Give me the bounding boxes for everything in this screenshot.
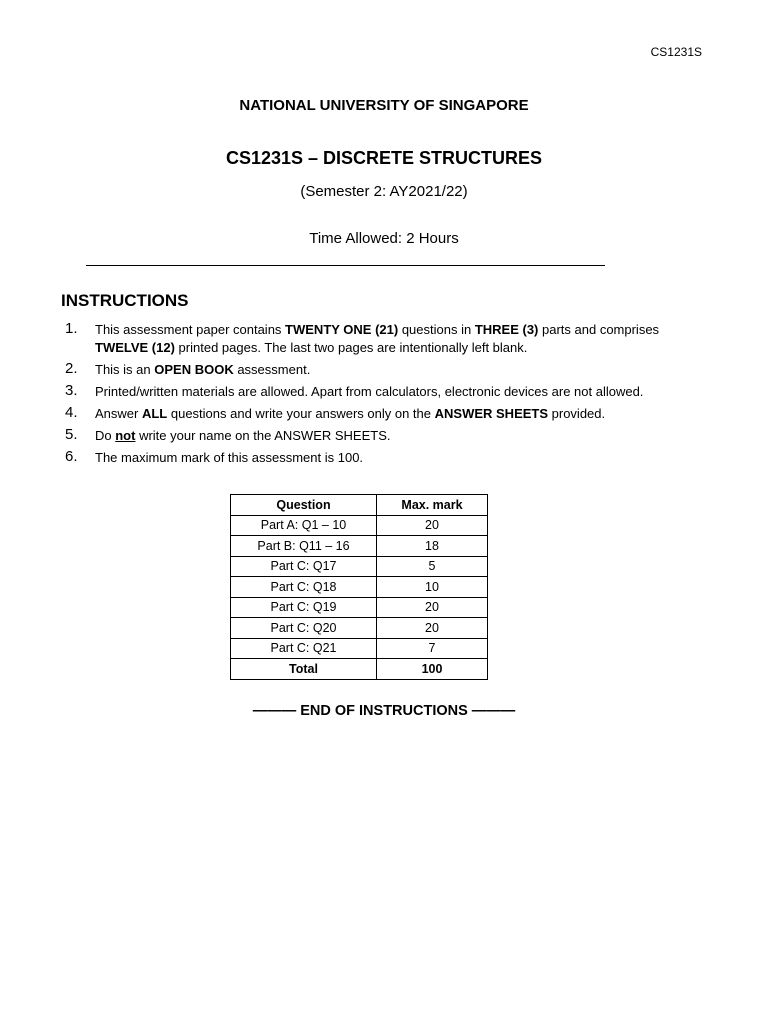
instruction-text: not bbox=[115, 428, 136, 443]
table-row bbox=[231, 618, 488, 639]
question-cell: Part B: Q11 – 16 bbox=[231, 536, 377, 557]
instruction-item bbox=[62, 321, 712, 357]
instruction-text: printed pages. The last two pages are intentionally left blank. bbox=[174, 340, 528, 355]
end-of-instructions: ——— END OF INSTRUCTIONS ——— bbox=[252, 703, 516, 719]
time-allowed: Time Allowed: 2 Hours bbox=[309, 230, 459, 247]
instruction-item bbox=[62, 361, 712, 379]
table-total-row bbox=[231, 659, 488, 680]
table-row bbox=[231, 638, 488, 659]
table-row bbox=[231, 515, 488, 536]
instruction-text: This assessment paper contains bbox=[95, 322, 286, 337]
instruction-text: assessment. bbox=[233, 362, 311, 377]
instruction-text: The maximum mark of this assessment is 100. bbox=[95, 450, 364, 465]
instruction-text: questions in bbox=[398, 322, 475, 337]
instruction-text: provided. bbox=[548, 406, 606, 421]
semester-info: (Semester 2: AY2021/22) bbox=[300, 183, 468, 200]
instruction-text: Printed/written materials are allowed. Apart from calculators, electronic devices are not allowed. bbox=[95, 384, 644, 399]
question-cell: Part C: Q18 bbox=[231, 577, 377, 598]
mark-cell: 5 bbox=[377, 556, 488, 577]
total-label-cell: Total bbox=[231, 659, 377, 680]
table-row bbox=[231, 597, 488, 618]
instructions-heading: INSTRUCTIONS bbox=[61, 291, 189, 310]
course-title: CS1231S – DISCRETE STRUCTURES bbox=[225, 148, 543, 168]
instructions-list bbox=[62, 321, 712, 471]
column-header-question: Question bbox=[231, 495, 377, 516]
instruction-text: write your name on the ANSWER SHEETS. bbox=[135, 428, 391, 443]
instruction-text: questions and write your answers only on the bbox=[167, 406, 435, 421]
instruction-item bbox=[62, 405, 712, 423]
instruction-text: TWELVE (12) bbox=[95, 340, 175, 355]
instruction-item bbox=[62, 449, 712, 467]
mark-cell: 20 bbox=[377, 515, 488, 536]
table-row bbox=[231, 577, 488, 598]
question-cell: Part C: Q19 bbox=[231, 597, 377, 618]
instruction-item bbox=[62, 383, 712, 401]
question-cell: Part C: Q21 bbox=[231, 638, 377, 659]
divider-line bbox=[86, 265, 605, 266]
instruction-text: Answer bbox=[95, 406, 142, 421]
instruction-number: 6. bbox=[65, 448, 78, 465]
column-header-max-mark: Max. mark bbox=[377, 495, 488, 516]
marks-table bbox=[230, 494, 488, 680]
question-cell: Part A: Q1 – 10 bbox=[231, 515, 377, 536]
instruction-number: 3. bbox=[65, 382, 78, 399]
mark-cell: 20 bbox=[377, 597, 488, 618]
mark-cell: 18 bbox=[377, 536, 488, 557]
instruction-text: OPEN BOOK bbox=[154, 362, 234, 377]
table-row bbox=[231, 536, 488, 557]
course-code-header: CS1231S bbox=[650, 45, 702, 59]
instruction-text: This is an bbox=[95, 362, 155, 377]
instruction-item bbox=[62, 427, 712, 445]
mark-cell: 20 bbox=[377, 618, 488, 639]
university-name: NATIONAL UNIVERSITY OF SINGAPORE bbox=[239, 97, 529, 114]
total-mark-cell: 100 bbox=[377, 659, 488, 680]
instruction-number: 1. bbox=[65, 320, 78, 337]
mark-cell: 7 bbox=[377, 638, 488, 659]
instruction-number: 5. bbox=[65, 426, 78, 443]
instruction-number: 2. bbox=[65, 360, 78, 377]
instruction-text: THREE (3) bbox=[474, 322, 539, 337]
instruction-text: TWENTY ONE (21) bbox=[285, 322, 399, 337]
instruction-text: ALL bbox=[141, 406, 168, 421]
mark-cell: 10 bbox=[377, 577, 488, 598]
instruction-text: ANSWER SHEETS bbox=[434, 406, 549, 421]
instruction-number: 4. bbox=[65, 404, 78, 421]
question-cell: Part C: Q17 bbox=[231, 556, 377, 577]
question-cell: Part C: Q20 bbox=[231, 618, 377, 639]
instruction-text: Do bbox=[95, 428, 116, 443]
table-header-row bbox=[231, 495, 488, 516]
table-row bbox=[231, 556, 488, 577]
instruction-text: parts and comprises bbox=[538, 322, 660, 337]
